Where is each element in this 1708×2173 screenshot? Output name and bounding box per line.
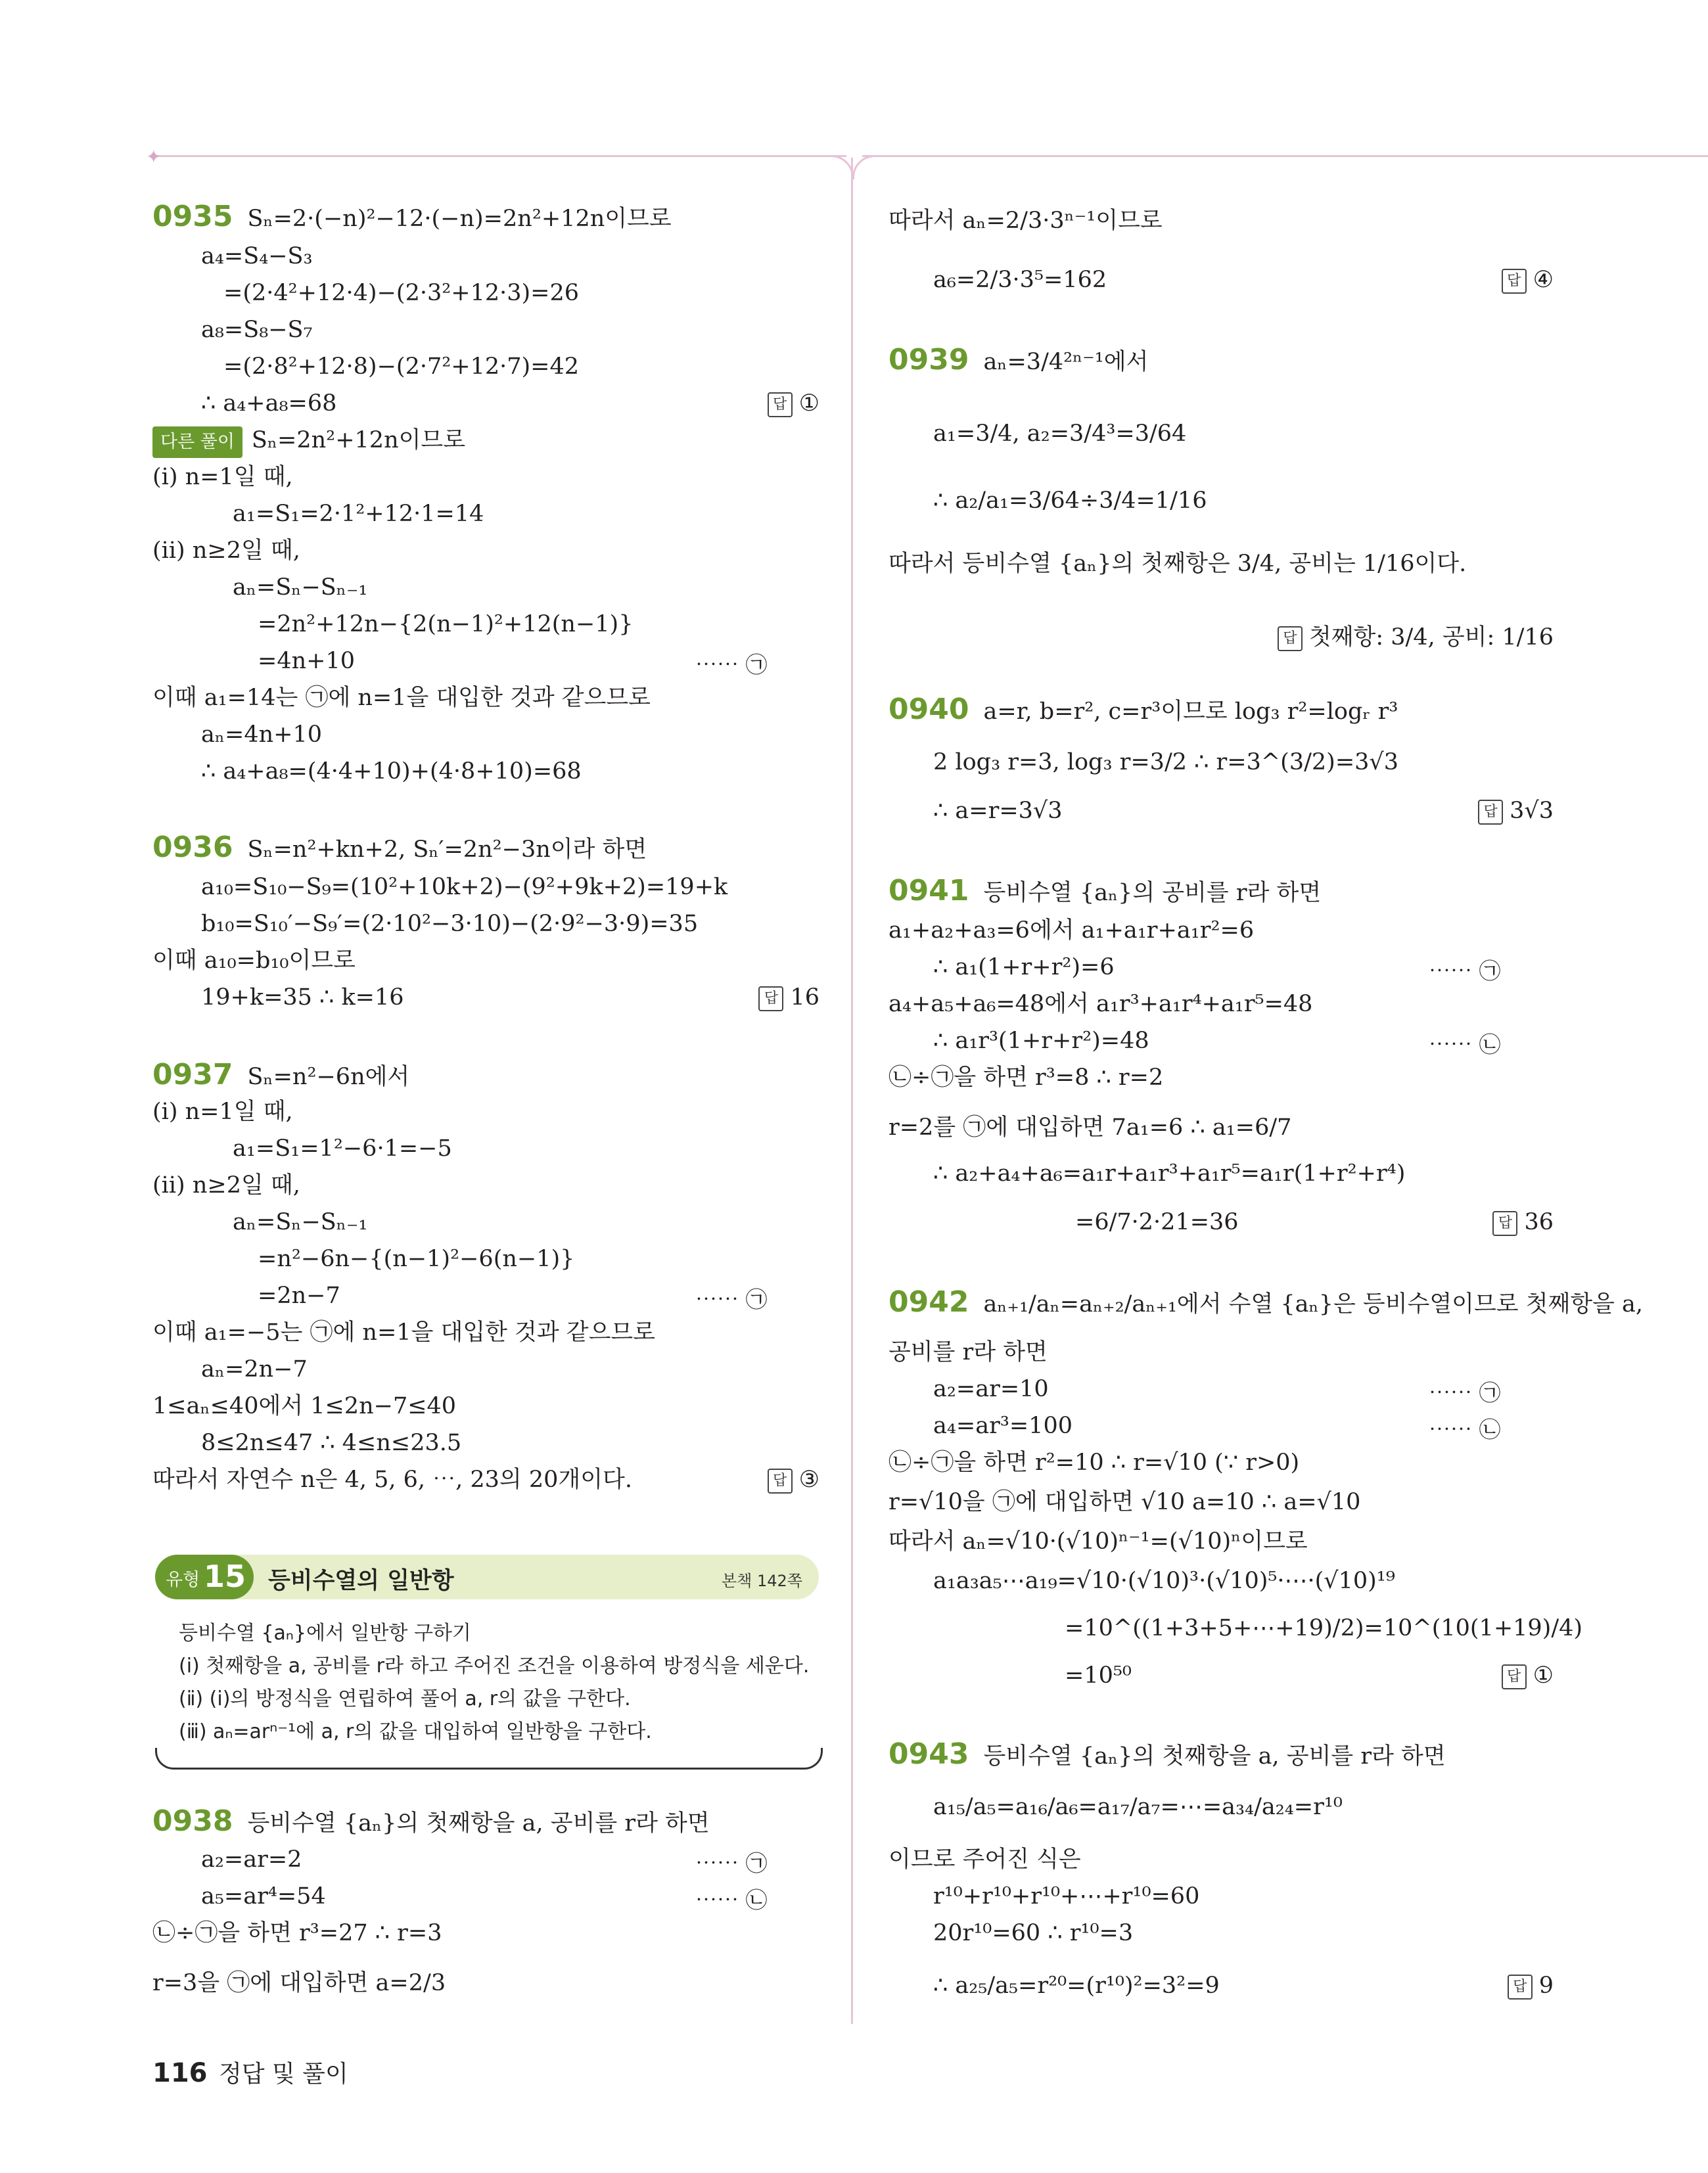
alt-solution-tag: 다른 풀이 [152, 426, 242, 458]
solution-text: ∴ a₂/a₁=3/64÷3/4=1/16 [933, 488, 1207, 514]
solution-text: 따라서 자연수 n은 4, 5, 6, ⋯, 23의 20개이다. [152, 1467, 632, 1493]
solution-line [201, 315, 313, 344]
solution-line [201, 1355, 308, 1384]
tip-frame [155, 1748, 823, 1770]
answer-icon: 답 [1478, 800, 1503, 825]
solution-line [201, 1882, 326, 1911]
equation-marker: ⋯⋯ ㉡ [695, 1887, 768, 1913]
solution-line [889, 1063, 1163, 1092]
type-reference: 본책 142쪽 [722, 1572, 802, 1590]
solution-text: a₁=S₁=2·1²+12·1=14 [233, 501, 484, 527]
solution-line [201, 983, 404, 1012]
solution-text: a₁+a₂+a₃=6에서 a₁+a₁r+a₁r²=6 [889, 917, 1255, 944]
solution-text: b₁₀=S₁₀′−S₉′=(2·10²−3·10)−(2·9²−3·9)=35 [201, 911, 699, 937]
solution-text: 20r¹⁰=60 ∴ r¹⁰=3 [933, 1920, 1134, 1946]
tip-line: (ⅰ) 첫째항을 a, 공비를 r라 하고 주어진 조건을 이용하여 방정식을 세운다. [179, 1655, 810, 1678]
problem-number: 0935 [152, 200, 233, 233]
solution-line [933, 796, 1062, 825]
top-rule-right [862, 155, 1708, 157]
solution-line [152, 683, 651, 712]
problem-heading [889, 1737, 1446, 1771]
solution-line [152, 1171, 300, 1200]
answer-icon: 답 [1492, 1211, 1517, 1236]
solution-text: =6/7·2·21=36 [1075, 1209, 1239, 1235]
answer-value: 첫째항: 3/4, 공비: 1/16 [1308, 624, 1554, 651]
solution-line [152, 1318, 655, 1347]
solution-text: 이므로 주어진 식은 [889, 1846, 1081, 1873]
type-banner [155, 1555, 819, 1599]
solution-text: (ⅱ) n≥2일 때, [152, 538, 300, 564]
solution-text: =10^((1+3+5+⋯+19)/2)=10^(10(1+19)/4) [1065, 1615, 1583, 1641]
solution-text: (ⅱ) n≥2일 때, [152, 1172, 300, 1199]
solution-text: a₆=2/3·3⁵=162 [933, 267, 1107, 293]
answer-value: ③ [798, 1467, 819, 1493]
solution-line [933, 748, 1398, 777]
problem-heading [889, 1285, 1644, 1319]
solution-line [233, 573, 367, 602]
problem-number: 0936 [152, 831, 233, 864]
answer-value: 16 [790, 984, 819, 1011]
solution-text: =2n−7 [258, 1283, 340, 1309]
solution-line [889, 206, 1163, 235]
solution-line [1065, 1614, 1582, 1643]
answer-value: 3√3 [1510, 798, 1554, 824]
solution-line [933, 265, 1107, 294]
solution-line [223, 352, 579, 381]
solution-line [152, 1969, 446, 1998]
equation-marker: ⋯⋯ ㉡ [1429, 1032, 1501, 1057]
solution-line [889, 1113, 1291, 1142]
solution-line [201, 242, 313, 271]
solution-text: aₙ₊₁/aₙ=aₙ₊₂/aₙ₊₁에서 수열 {aₙ}은 등비수열이므로 첫째항을 a, [983, 1291, 1644, 1317]
solution-text: 이때 a₁=−5는 ㉠에 n=1을 대입한 것과 같으므로 [152, 1319, 656, 1346]
tip-line: (ⅱ) (ⅰ)의 방정식을 연립하여 풀어 a, r의 값을 구한다. [179, 1687, 631, 1710]
solution-text: ∴ a₂+a₄+a₆=a₁r+a₁r³+a₁r⁵=a₁r(1+r²+r⁴) [933, 1160, 1406, 1187]
problem-number: 0937 [152, 1058, 233, 1091]
solution-line [201, 1845, 302, 1874]
answer-icon: 답 [1502, 269, 1527, 294]
solution-text: a₁₅/a₅=a₁₆/a₆=a₁₇/a₇=⋯=a₃₄/a₂₄=r¹⁰ [933, 1794, 1343, 1820]
solution-line [201, 757, 582, 786]
answer-icon: 답 [768, 1469, 793, 1494]
page-footer [152, 2055, 348, 2089]
solution-line [933, 1971, 1220, 2000]
answer-icon: 답 [768, 392, 793, 417]
answer [1478, 798, 1554, 825]
solution-line [933, 1919, 1133, 1948]
problem-number: 0940 [889, 693, 969, 726]
solution-text: a₄=ar³=100 [933, 1413, 1073, 1439]
solution-text: 등비수열 {aₙ}의 첫째항을 a, 공비를 r라 하면 [983, 1743, 1446, 1770]
solution-line [933, 1159, 1405, 1188]
answer-value: 36 [1524, 1209, 1554, 1235]
problem-heading [152, 1058, 410, 1091]
solution-line [933, 953, 1115, 982]
solution-text: =(2·8²+12·8)−(2·7²+12·7)=42 [223, 354, 580, 380]
solution-text: 19+k=35 ∴ k=16 [201, 984, 404, 1011]
answer [1508, 1973, 1554, 2000]
equation-marker: ⋯⋯ ㉠ [1429, 1380, 1501, 1406]
solution-line [933, 1567, 1395, 1595]
solution-line [933, 1026, 1149, 1055]
solution-line [152, 1465, 632, 1494]
solution-text: a₁=S₁=1²−6·1=−5 [233, 1135, 452, 1162]
solution-text: Sₙ=2n²+12n이므로 [251, 427, 466, 453]
solution-text: aₙ=3/4²ⁿ⁻¹에서 [983, 349, 1149, 375]
solution-text: 따라서 aₙ=√10·(√10)ⁿ⁻¹=(√10)ⁿ이므로 [889, 1528, 1308, 1555]
solution-line [152, 946, 356, 975]
solution-line [889, 1527, 1308, 1556]
solution-line [933, 486, 1207, 515]
solution-text: a₈=S₈−S₇ [201, 317, 313, 343]
solution-text: ∴ a=r=3√3 [933, 798, 1063, 824]
solution-text: r=3을 ㉠에 대입하면 a=2/3 [152, 1970, 446, 1996]
solution-line [201, 909, 698, 938]
solution-text: =n²−6n−{(n−1)²−6(n−1)} [258, 1246, 575, 1272]
answer-value: 9 [1538, 1973, 1554, 1999]
solution-line [152, 1097, 293, 1126]
tip-line: 등비수열 {aₙ}에서 일반항 구하기 [179, 1622, 471, 1645]
answer-icon: 답 [758, 986, 783, 1011]
solution-text: 등비수열 {aₙ}의 첫째항을 a, 공비를 r라 하면 [247, 1810, 710, 1837]
solution-text: ㉡÷㉠을 하면 r³=27 ∴ r=3 [152, 1920, 442, 1946]
solution-text: =10⁵⁰ [1065, 1662, 1132, 1689]
solution-text: aₙ=Sₙ−Sₙ₋₁ [233, 574, 368, 601]
equation-marker: ⋯⋯ ㉡ [1429, 1417, 1501, 1442]
solution-line [258, 1245, 574, 1273]
solution-text: =4n+10 [258, 648, 355, 674]
solution-text: aₙ=2n−7 [201, 1356, 308, 1383]
solution-line [258, 610, 633, 639]
star-icon: ✦ [146, 146, 162, 168]
column-divider [851, 158, 853, 2024]
solution-text: 이때 a₁=14는 ㉠에 n=1을 대입한 것과 같으므로 [152, 685, 651, 711]
solution-line [933, 1411, 1073, 1440]
solution-text: Sₙ=n²−6n에서 [247, 1064, 410, 1090]
answer [768, 1467, 819, 1494]
solution-line [201, 873, 727, 902]
solution-line [889, 1338, 1048, 1367]
solution-line [258, 647, 355, 675]
solution-line [152, 1392, 456, 1421]
solution-text: (ⅰ) n=1일 때, [152, 464, 293, 490]
problem-number: 0943 [889, 1737, 969, 1771]
solution-line [889, 1845, 1081, 1874]
answer [768, 390, 819, 417]
solution-text: ㉡÷㉠을 하면 r²=10 ∴ r=√10 (∵ r>0) [889, 1450, 1300, 1476]
answer-value: ① [1533, 1662, 1554, 1689]
solution-line [933, 419, 1186, 448]
solution-line [933, 1882, 1199, 1911]
answer-value: ④ [1533, 267, 1554, 293]
solution-text: aₙ=4n+10 [201, 721, 323, 748]
answer-value: ① [798, 390, 819, 417]
solution-text: ∴ a₁(1+r+r²)=6 [933, 954, 1115, 980]
problem-heading [152, 1804, 710, 1838]
solution-text: =(2·4²+12·4)−(2·3²+12·3)=26 [223, 280, 580, 306]
answer-icon: 답 [1502, 1664, 1527, 1689]
problem-heading [889, 874, 1322, 907]
problem-number: 0941 [889, 874, 969, 907]
answer [1502, 1662, 1554, 1689]
equation-marker: ⋯⋯ ㉠ [695, 1287, 768, 1312]
answer [1278, 619, 1554, 652]
type-title: 등비수열의 일반항 [268, 1568, 454, 1594]
solution-text: a₂=ar=10 [933, 1376, 1049, 1402]
solution-text: 2 log₃ r=3, log₃ r=3/2 ∴ r=3^(3/2)=3√3 [933, 749, 1398, 775]
problem-heading [889, 695, 1398, 726]
solution-line [933, 1793, 1343, 1821]
solution-text: a₅=ar⁴=54 [201, 1883, 326, 1910]
solution-line [889, 990, 1312, 1018]
solution-text: =2n²+12n−{2(n−1)²+12(n−1)} [258, 611, 634, 637]
type-badge [155, 1555, 254, 1599]
solution-line [889, 549, 1466, 578]
solution-text: 이때 a₁₀=b₁₀이므로 [152, 948, 356, 974]
solution-text: 따라서 등비수열 {aₙ}의 첫째항은 3/4, 공비는 1/16이다. [889, 551, 1467, 577]
solution-line [201, 720, 322, 749]
footer-label: 정답 및 풀이 [218, 2061, 348, 2088]
solution-line [152, 426, 465, 458]
answer-icon: 답 [1508, 1975, 1533, 2000]
solution-line [223, 279, 579, 308]
equation-marker: ⋯⋯ ㉠ [695, 1850, 768, 1876]
solution-text: 8≤2n≤47 ∴ 4≤n≤23.5 [201, 1430, 462, 1456]
column-corner-right [852, 155, 877, 179]
problem-heading [152, 202, 672, 233]
solution-text: a₁a₃a₅⋯a₁₉=√10·(√10)³·(√10)⁵·⋯·(√10)¹⁹ [933, 1568, 1395, 1594]
solution-text: 등비수열 {aₙ}의 공비를 r라 하면 [983, 880, 1322, 906]
solution-text: ∴ a₁r³(1+r+r²)=48 [933, 1028, 1149, 1054]
problem-number: 0939 [889, 343, 969, 377]
solution-text: ∴ a₂₅/a₅=r²⁰=(r¹⁰)²=3²=9 [933, 1973, 1220, 1999]
solution-text: a₁=3/4, a₂=3/4³=3/64 [933, 421, 1187, 447]
solution-text: 1≤aₙ≤40에서 1≤2n−7≤40 [152, 1393, 457, 1419]
solution-text: r¹⁰+r¹⁰+r¹⁰+⋯+r¹⁰=60 [933, 1883, 1200, 1910]
solution-text: ㉡÷㉠을 하면 r³=8 ∴ r=2 [889, 1064, 1164, 1091]
solution-text: r=2를 ㉠에 대입하면 7a₁=6 ∴ a₁=6/7 [889, 1114, 1292, 1141]
type-badge-prefix: 유형 [166, 1570, 200, 1590]
solution-line [889, 1488, 1360, 1517]
top-rule-left [150, 155, 846, 157]
solution-line [233, 1134, 452, 1163]
answer [758, 984, 819, 1011]
equation-marker: ⋯⋯ ㉠ [695, 652, 768, 677]
solution-text: 공비를 r라 하면 [889, 1339, 1048, 1365]
solution-line [258, 1281, 340, 1310]
solution-line [152, 536, 300, 565]
solution-text: Sₙ=2·(−n)²−12·(−n)=2n²+12n이므로 [247, 206, 672, 232]
solution-line [889, 916, 1254, 945]
column-corner-left [829, 155, 854, 179]
solution-line [1065, 1661, 1132, 1690]
tip-line: (ⅲ) aₙ=arⁿ⁻¹에 a, r의 값을 대입하여 일반항을 구한다. [179, 1720, 652, 1743]
solution-line [201, 389, 336, 418]
type-badge-number: 15 [204, 1559, 246, 1594]
solution-line [933, 1375, 1049, 1404]
answer [1492, 1209, 1554, 1236]
solution-text: a₁₀=S₁₀−S₉=(10²+10k+2)−(9²+9k+2)=19+k [201, 874, 728, 900]
problem-number: 0942 [889, 1285, 969, 1319]
answer [1502, 267, 1554, 294]
solution-text: r=√10을 ㉠에 대입하면 √10 a=10 ∴ a=√10 [889, 1489, 1361, 1515]
solution-line [233, 1208, 367, 1237]
problem-heading [889, 343, 1149, 377]
page-number: 116 [152, 2058, 208, 2088]
solution-text: Sₙ=n²+kn+2, Sₙ′=2n²−3n이라 하면 [247, 836, 647, 863]
problem-number: 0938 [152, 1804, 233, 1838]
solution-text: aₙ=Sₙ−Sₙ₋₁ [233, 1209, 368, 1235]
solution-line [1075, 1208, 1239, 1237]
solution-line [152, 1919, 442, 1948]
answer-icon: 답 [1278, 626, 1303, 651]
equation-marker: ⋯⋯ ㉠ [1429, 958, 1501, 984]
solution-line [233, 499, 484, 528]
solution-text: a₄+a₅+a₆=48에서 a₁r³+a₁r⁴+a₁r⁵=48 [889, 991, 1313, 1017]
solution-line [889, 1448, 1299, 1477]
solution-text: 따라서 aₙ=2/3·3ⁿ⁻¹이므로 [889, 208, 1163, 234]
solution-line [152, 463, 293, 492]
solution-text: (ⅰ) n=1일 때, [152, 1099, 293, 1125]
solution-text: ∴ a₄+a₈=68 [201, 390, 337, 417]
problem-heading [152, 833, 647, 864]
solution-text: a=r, b=r², c=r³이므로 log₃ r²=logᵣ r³ [983, 698, 1398, 725]
solution-text: a₄=S₄−S₃ [201, 243, 313, 269]
solution-text: a₂=ar=2 [201, 1846, 302, 1873]
solution-text: ∴ a₄+a₈=(4·4+10)+(4·8+10)=68 [201, 758, 582, 785]
solution-line [201, 1429, 461, 1457]
